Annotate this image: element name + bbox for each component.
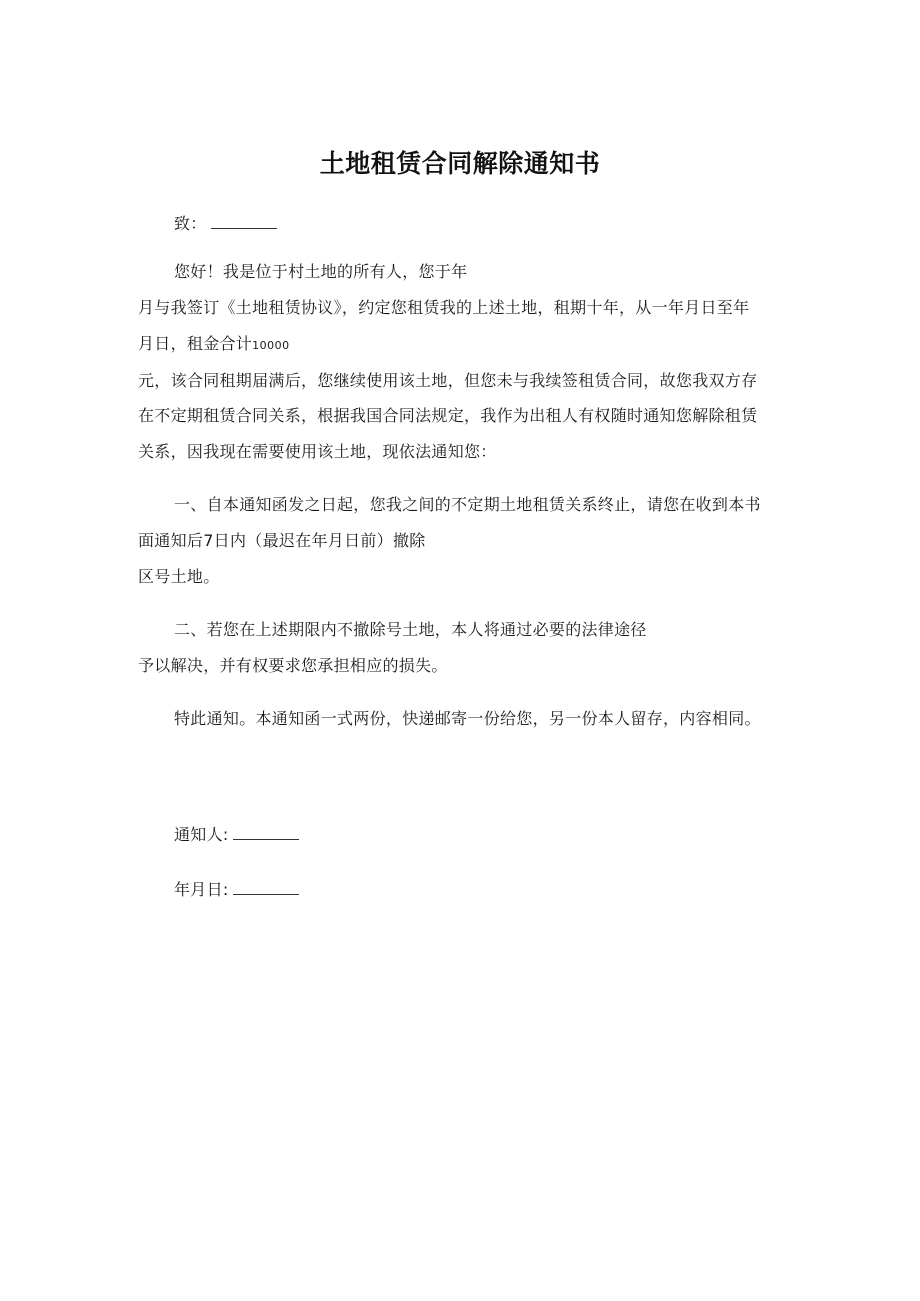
para2-line1: 一、自本通知函发之日起，您我之间的不定期土地租赁关系终止，请您在收到本书: [174, 495, 761, 514]
notifier-label: 通知人:: [174, 825, 229, 844]
para3-line1: 二、若您在上述期限内不撤除号土地，本人将通过必要的法律途径: [174, 620, 647, 639]
para1-line5: 在不定期租赁合同关系，根据我国合同法规定，我作为出租人有权随时通知您解除租赁: [138, 406, 758, 425]
date-label: 年月日:: [174, 880, 229, 899]
rent-amount: 10000: [252, 339, 290, 352]
para1-line4: 元，该合同租期届满后，您继续使用该土地，但您未与我续签租赁合同，故您我双方存: [138, 371, 758, 390]
notifier-blank: [233, 825, 299, 840]
para1-line6: 关系，因我现在需要使用该土地，现依法通知您：: [138, 442, 497, 461]
para2-line2: 面通知后7日内（最迟在年月日前）撤除: [138, 531, 426, 550]
recipient-blank: [211, 214, 277, 229]
para1-line3-text: 月日，租金合计: [138, 334, 253, 353]
para2-line3: 区号土地。: [138, 567, 220, 586]
para4-line1: 特此通知。本通知函一式两份，快递邮寄一份给您，另一份本人留存，内容相同。: [174, 709, 761, 728]
document-title: 土地租赁合同解除通知书: [319, 149, 601, 178]
recipient-line: [174, 213, 277, 235]
date-line: [174, 879, 299, 901]
recipient-label: 致：: [174, 214, 207, 233]
notifier-line: [174, 824, 299, 846]
para1-line3: [138, 333, 290, 357]
date-blank: [233, 880, 299, 895]
para1-line2: 月与我签订《土地租赁协议》，约定您租赁我的上述土地，租期十年，从一年月日至年: [138, 298, 750, 317]
para1-line1: 您好！我是位于村土地的所有人，您于年: [174, 262, 468, 281]
para3-line2: 予以解决，并有权要求您承担相应的损失。: [138, 656, 448, 675]
